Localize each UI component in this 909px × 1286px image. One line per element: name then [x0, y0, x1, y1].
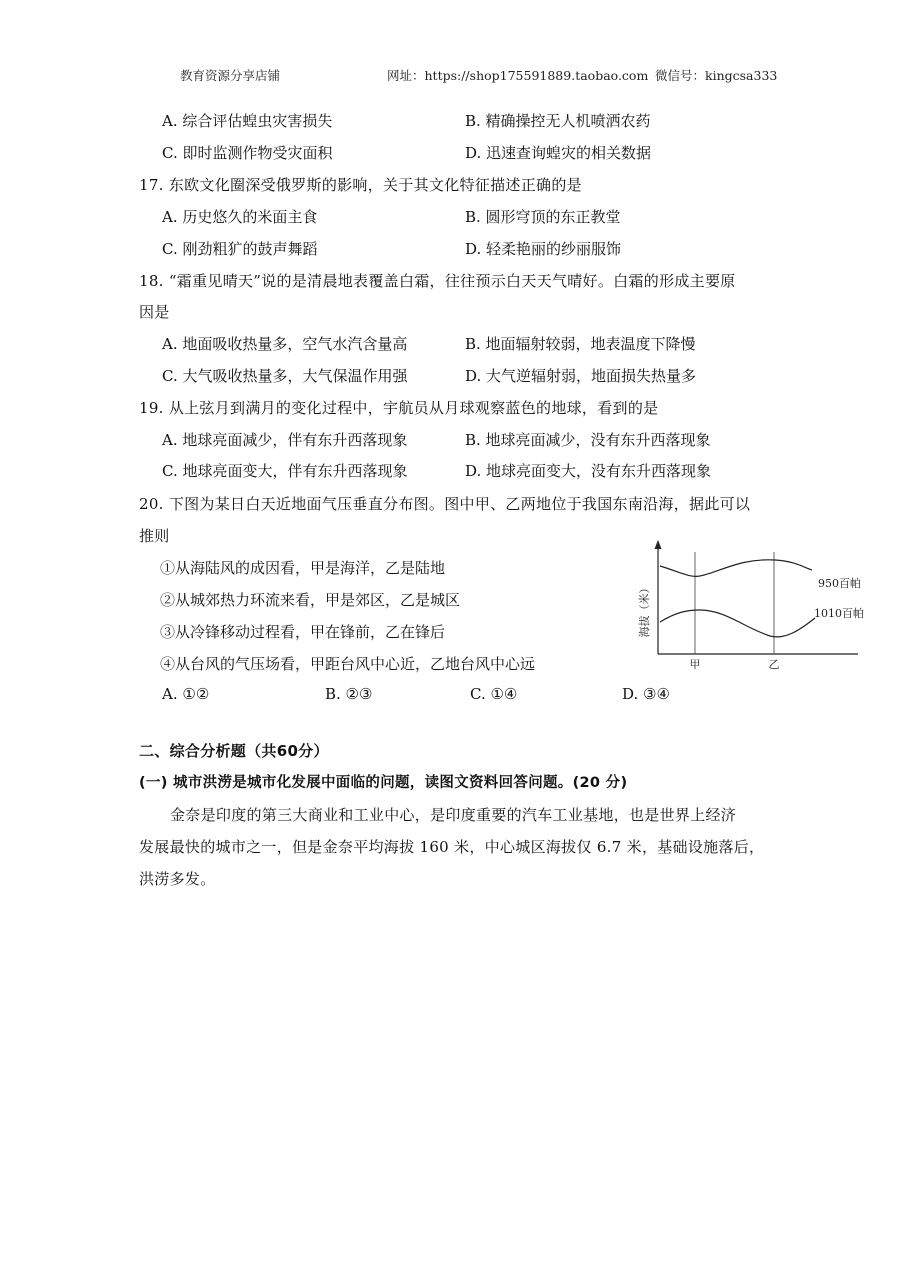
section-subtitle: (一) 城市洪涝是城市化发展中面临的问题，读图文资料回答问题。(20 分): [139, 775, 628, 791]
q18-option-d: D. 大气逆辐射弱，地面损失热量多: [465, 367, 697, 385]
q16-option-a: A. 综合评估蝗虫灾害损失: [162, 112, 333, 130]
q20-statement-2: ②从城郊热力环流来看，甲是郊区，乙是城区: [160, 591, 461, 609]
q19-stem: 19. 从上弦月到满月的变化过程中，宇航员从月球观察蓝色的地球，看到的是: [139, 399, 659, 417]
header-shop: 教育资源分享店铺: [180, 68, 281, 83]
q18-option-c: C. 大气吸收热量多，大气保温作用强: [162, 367, 408, 385]
y-axis-label: 海拔（米）: [638, 582, 651, 638]
q20-option-c: C. ①④: [470, 685, 518, 703]
q20-option-a: A. ①②: [162, 685, 210, 703]
q16-option-b: B. 精确操控无人机喷洒农药: [465, 112, 651, 130]
q18-stem-line2: 因是: [139, 303, 170, 321]
q16-option-c: C. 即时监测作物受灾面积: [162, 144, 333, 162]
q19-option-b: B. 地球亮面减少，没有东升西落现象: [465, 431, 711, 449]
q17-option-d: D. 轻柔艳丽的纱丽服饰: [465, 240, 622, 258]
pressure-diagram: [640, 538, 890, 678]
q20-statement-4: ④从台风的气压场看，甲距台风中心近，乙地台风中心远: [160, 655, 536, 673]
q20-option-b: B. ②③: [325, 685, 373, 703]
section-title: 二、综合分析题（共60分）: [139, 742, 329, 760]
paragraph-line-1: 金奈是印度的第三大商业和工业中心，是印度重要的汽车工业基地，也是世界上经济: [170, 806, 737, 824]
q19-option-c: C. 地球亮面变大，伴有东升西落现象: [162, 462, 408, 480]
q17-option-c: C. 刚劲粗犷的鼓声舞蹈: [162, 240, 318, 258]
q18-option-a: A. 地面吸收热量多，空气水汽含量高: [162, 335, 408, 353]
x-label-yi: 乙: [768, 658, 780, 671]
q18-stem-line1: 18. “霜重见晴天”说的是清晨地表覆盖白霜，往往预示白天天气晴好。白霜的形成主要原: [139, 272, 736, 290]
paragraph-line-2: 发展最快的城市之一，但是金奈平均海拔 160 米，中心城区海拔仅 6.7 米，基础设施落后，: [139, 838, 765, 856]
paragraph-line-3: 洪涝多发。: [139, 870, 216, 888]
q20-option-d: D. ③④: [622, 685, 670, 703]
q17-option-b: B. 圆形穹顶的东正教堂: [465, 208, 621, 226]
q19-option-d: D. 地球亮面变大，没有东升西落现象: [465, 462, 712, 480]
q17-stem: 17. 东欧文化圈深受俄罗斯的影响，关于其文化特征描述正确的是: [139, 176, 582, 194]
isobar-lower: [660, 610, 815, 637]
page-header: [0, 66, 909, 86]
isobar-upper: [660, 560, 812, 577]
q20-stem-line2: 推则: [139, 527, 170, 545]
header-url: 网址：https://shop175591889.taobao.com: [387, 68, 649, 83]
header-wechat: 微信号：kingcsa333: [655, 68, 778, 83]
q17-option-a: A. 历史悠久的米面主食: [162, 208, 318, 226]
q20-statement-1: ①从海陆风的成因看，甲是海洋，乙是陆地: [160, 559, 446, 577]
q16-option-d: D. 迅速查询蝗灾的相关数据: [465, 144, 652, 162]
q20-stem-line1: 20. 下图为某日白天近地面气压垂直分布图。图中甲、乙两地位于我国东南沿海，据此可以: [139, 495, 751, 513]
q20-statement-3: ③从冷锋移动过程看，甲在锋前，乙在锋后: [160, 623, 446, 641]
y-axis-arrow: [655, 540, 662, 549]
q18-option-b: B. 地面辐射较弱，地表温度下降慢: [465, 335, 696, 353]
x-label-jia: 甲: [689, 658, 701, 671]
q19-option-a: A. 地球亮面减少，伴有东升西落现象: [162, 431, 408, 449]
label-950: 950百帕: [818, 577, 861, 590]
label-1010: 1010百帕: [814, 607, 864, 620]
